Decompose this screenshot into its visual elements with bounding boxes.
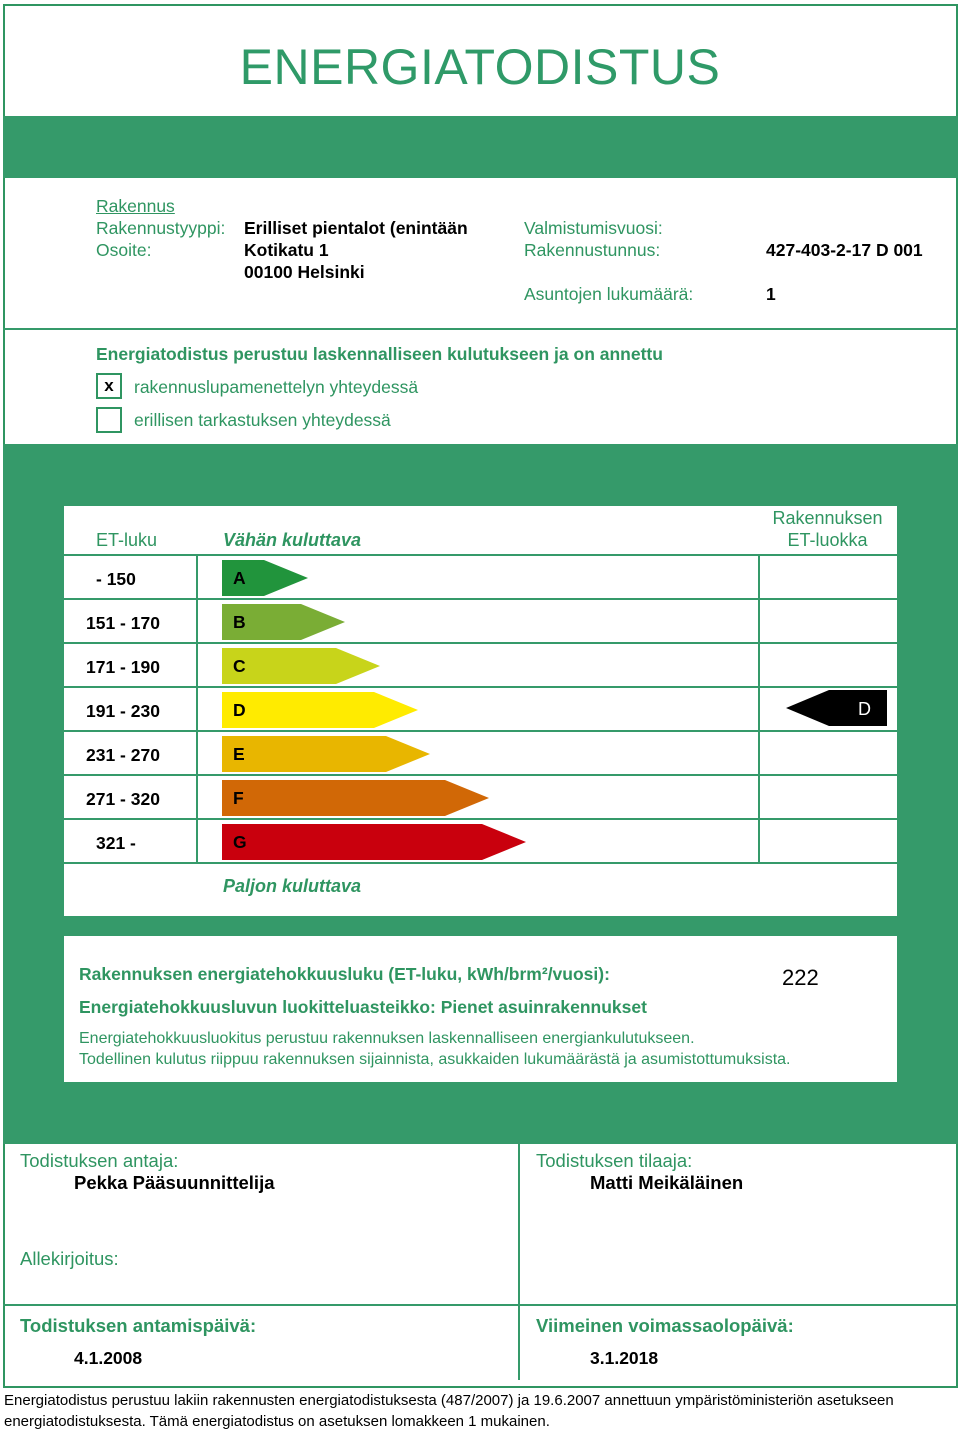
building-type-label: Rakennustyyppi:: [96, 218, 226, 238]
completion-year-label: Valmistumisvuosi:: [524, 218, 663, 238]
building-class-indicator: [786, 690, 887, 726]
page-title: ENERGIATODISTUS: [239, 39, 721, 95]
energy-class-arrow-icon: [222, 824, 526, 860]
et-range-label: 171 - 190: [86, 657, 160, 677]
energy-class-bar-a: [222, 560, 308, 596]
issuer-label: Todistuksen antaja:: [20, 1150, 179, 1171]
issuer-value: Pekka Pääsuunnittelija: [74, 1172, 275, 1193]
top-band: [3, 116, 958, 178]
scale-row-line: [64, 730, 897, 732]
energy-class-letter: B: [233, 612, 246, 632]
high-consumption-label: Paljon kuluttava: [223, 876, 362, 896]
energy-class-letter: A: [233, 568, 246, 588]
footer-line2: energiatodistuksesta. Tämä energiatodistus on asetuksen lomakkeen 1 mukainen.: [4, 1413, 550, 1430]
class-column-left-border: [758, 554, 760, 862]
valid-until-value: 3.1.2018: [590, 1348, 659, 1368]
energy-class-bar-f: [222, 780, 489, 816]
class-header-line1: Rakennuksen: [772, 508, 883, 528]
et-luku-header: ET-luku: [96, 530, 158, 550]
et-value: 222: [782, 965, 819, 990]
scale-row-line: [64, 598, 897, 600]
building-class-letter: D: [858, 699, 871, 719]
building-id-value: 427-403-2-17 D 001: [766, 240, 923, 260]
signature-divider-horizontal: [3, 1304, 958, 1306]
basis-heading: Energiatodistus perustuu laskennalliseen kulutukseen ja on annettu: [96, 344, 663, 364]
energy-class-letter: E: [233, 744, 245, 764]
et-value-label: Rakennuksen energiatehokkuusluku (ET-luku, kWh/brm²/vuosi):: [79, 964, 610, 984]
et-range-label: 321 -: [96, 833, 136, 853]
address-label: Osoite:: [96, 240, 152, 260]
energy-class-bar-c: [222, 648, 380, 684]
checkbox-building-permit[interactable]: x: [96, 373, 122, 399]
option-building-permit-label: rakennuslupamenettelyn yhteydessä: [134, 377, 419, 397]
section-divider: [3, 328, 958, 330]
address-line2: 00100 Helsinki: [244, 262, 365, 282]
energy-class-letter: G: [233, 832, 247, 852]
scale-row-line: [64, 862, 897, 864]
class-header-line2: ET-luokka: [787, 530, 868, 550]
apartments-value: 1: [766, 284, 776, 304]
scale-separator: [196, 554, 198, 862]
address-line1: Kotikatu 1: [244, 240, 329, 260]
energy-class-letter: C: [233, 656, 246, 676]
building-type-value: Erilliset pientalot (enintään: [244, 218, 468, 238]
building-section-title: Rakennus: [96, 196, 175, 216]
scale-row-line: [64, 686, 897, 688]
scale-row-line: [64, 642, 897, 644]
building-class-arrow-icon: [786, 690, 887, 726]
low-consumption-label: Vähän kuluttava: [223, 530, 362, 550]
et-range-label: - 150: [96, 569, 136, 589]
efficiency-panel: [64, 936, 897, 1082]
energy-class-arrow-icon: [222, 780, 489, 816]
footer-line1: Energiatodistus perustuu lakiin rakennusten energiatodistuksesta (487/2007) ja 19.6.2007 annettuun ympäristöministeriön asetukseen: [4, 1392, 894, 1409]
scale-row-line: [64, 774, 897, 776]
energy-class-letter: F: [233, 788, 244, 808]
scale-row-line: [64, 554, 897, 556]
energy-class-arrow-icon: [222, 692, 418, 728]
et-range-label: 191 - 230: [86, 701, 160, 721]
energy-class-arrow-icon: [222, 736, 430, 772]
rating-note-line2: Todellinen kulutus riippuu rakennuksen sijainnista, asukkaiden lukumäärästä ja asumistottumuksista.: [79, 1051, 791, 1068]
et-range-label: 271 - 320: [86, 789, 160, 809]
signature-label: Allekirjoitus:: [20, 1248, 119, 1269]
issue-date-value: 4.1.2008: [74, 1348, 143, 1368]
orderer-value: Matti Meikäläinen: [590, 1172, 744, 1193]
valid-until-label: Viimeinen voimassaolopäivä:: [536, 1315, 794, 1336]
energy-class-bar-d: [222, 692, 418, 728]
issue-date-label: Todistuksen antamispäivä:: [20, 1315, 257, 1336]
building-id-label: Rakennustunnus:: [524, 240, 661, 260]
checkbox-separate-inspection[interactable]: [96, 407, 122, 433]
energy-class-bar-g: [222, 824, 526, 860]
orderer-label: Todistuksen tilaaja:: [536, 1150, 693, 1171]
rating-note-line1: Energiatehokkuusluokitus perustuu rakennuksen laskennalliseen energiankulutukseen.: [79, 1030, 695, 1047]
energy-class-bar-b: [222, 604, 345, 640]
et-range-label: 151 - 170: [86, 613, 160, 633]
scale-row-line: [64, 818, 897, 820]
apartments-label: Asuntojen lukumäärä:: [524, 284, 694, 304]
option-separate-inspection-label: erillisen tarkastuksen yhteydessä: [134, 410, 391, 430]
energy-class-bar-e: [222, 736, 430, 772]
et-range-label: 231 - 270: [86, 745, 160, 765]
energy-class-letter: D: [233, 700, 246, 720]
scale-type-label: Energiatehokkuusluvun luokitteluasteikko: Pienet asuinrakennukset: [79, 997, 647, 1017]
signature-divider-vertical: [518, 1144, 520, 1380]
